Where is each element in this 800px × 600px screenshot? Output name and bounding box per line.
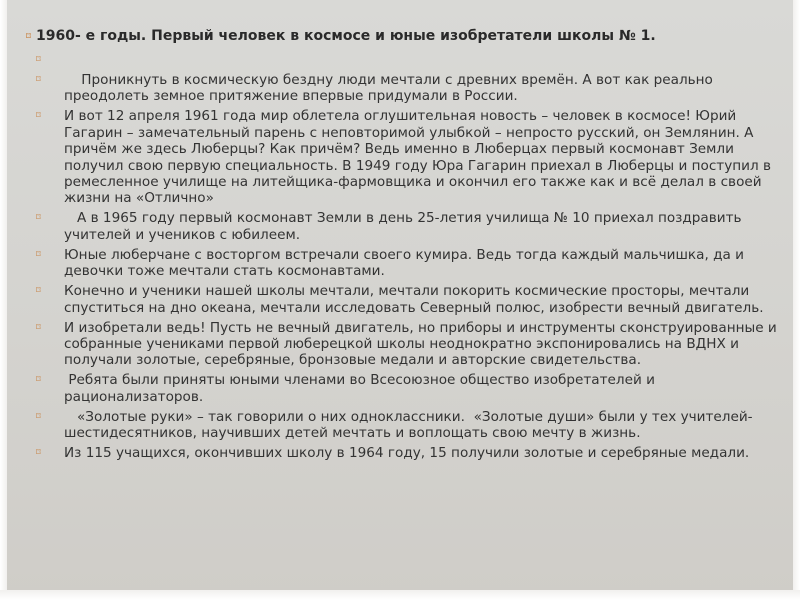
paragraph — [36, 71, 780, 105]
paragraph — [36, 246, 780, 280]
paragraph — [36, 408, 780, 442]
bullet-icon: ⌑ — [36, 111, 41, 122]
paragraph — [36, 319, 780, 369]
paragraph-text: Конечно и ученики нашей школы мечтали, мечтали покорить космические просторы, мечтали спуститься на дно океана, мечтали исследовать Северный полюс, изобрести вечный двигатель. — [64, 283, 764, 316]
paragraph — [36, 283, 780, 316]
paragraph-empty — [36, 52, 780, 68]
slide-title-text: 1960- е годы. Первый человек в космосе и юные изобретатели школы № 1. — [36, 28, 656, 44]
bullet-icon: ⌑ — [36, 411, 41, 422]
bullet-icon: ⌑ — [36, 74, 41, 85]
bullet-icon: ⌑ — [36, 375, 41, 386]
paragraph-text: Юные люберчане с восторгом встречали своего кумира. Ведь тогда каждый мальчишка, да и девочки тоже мечтали стать космонавтами. — [64, 246, 744, 280]
bullet-icon: ⌑ — [36, 448, 41, 459]
bullet-icon: ⌑ — [36, 286, 41, 297]
bullet-icon: ⌑ — [26, 32, 31, 42]
paragraph-text: Ребята были приняты юными членами во Всесоюзное общество изобретателей и рационализаторов. — [64, 372, 660, 405]
paragraph — [36, 445, 780, 462]
paragraph — [36, 372, 780, 405]
paragraph-text: И вот 12 апреля 1961 года мир облетела оглушительная новость – человек в космосе! Юрий Гагарин – замечательный парень с неповторимой улыбкой – непросто русский, он Землянин. А причём же здесь Люберцы? Как причём? Ведь именно в Люберцах первый космонавт Земли получил свою первую специальность. В 1949 году Юра Гагарин приехал в Люберцы и поступил в ремесленное училище на литейщика-фармовщика и окончил его также как и всё делал в своей жизни на «Отлично» — [64, 108, 772, 207]
slide-title — [26, 28, 776, 48]
bullet-icon: ⌑ — [36, 55, 41, 65]
slide-border-right — [793, 0, 800, 600]
paragraph — [36, 108, 780, 207]
paragraph-text: Из 115 учащихся, окончивших школу в 1964 году, 15 получили золотые и серебряные медали. — [64, 445, 750, 462]
bullet-icon: ⌑ — [36, 213, 41, 224]
paragraph-text: «Золотые руки» – так говорили о них одноклассники. «Золотые души» были у тех учителей-шестидесятников, научивших детей мечтать и воплощать свою мечту в жизнь. — [64, 408, 753, 442]
slide-border-bottom — [0, 590, 800, 600]
bullet-icon: ⌑ — [36, 249, 41, 260]
paragraph — [36, 210, 780, 243]
paragraph-text: А в 1965 году первый космонавт Земли в день 25-летия училища № 10 приехал поздравить учителей и учеников с юбилеем. — [64, 210, 746, 243]
paragraph-text: Проникнуть в космическую бездну люди мечтали с древних времён. А вот как реально преодолеть земное притяжение впервые придумали в России. — [64, 71, 718, 105]
bullet-icon: ⌑ — [36, 322, 41, 333]
slide-body — [36, 52, 780, 465]
paragraph-text: И изобретали ведь! Пусть не вечный двигатель, но приборы и инструменты сконструированные и собранные учениками первой люберецкой школы неоднократно экспонировались на ВДНХ и получали золотые, серебряные, бронзовые медали и авторские свидетельства. — [64, 319, 777, 369]
slide-border-left — [0, 0, 7, 600]
